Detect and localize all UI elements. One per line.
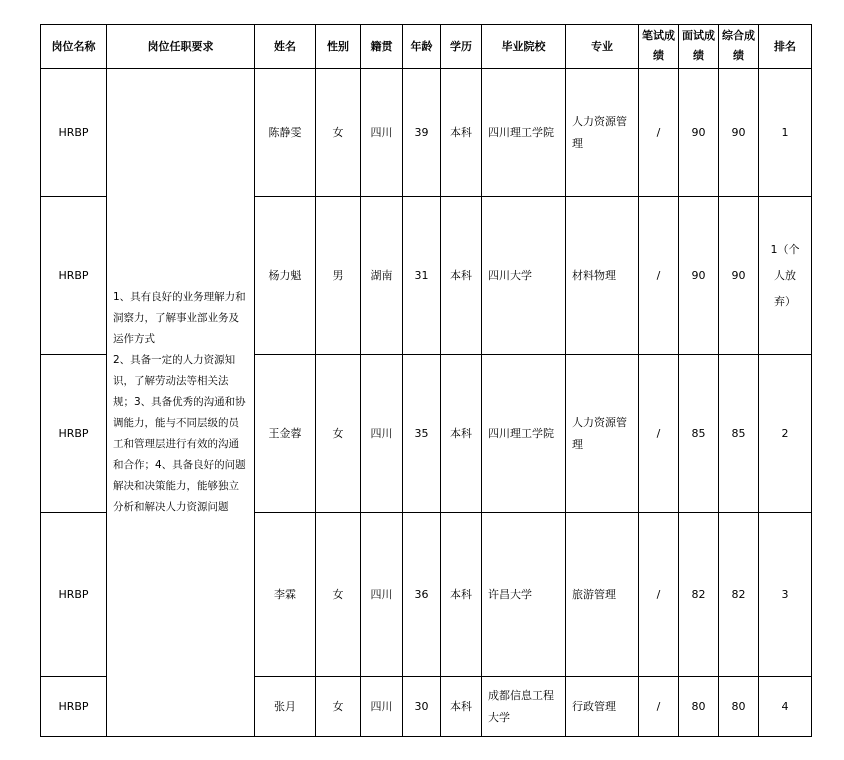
cell-origin: 湖南	[361, 197, 403, 355]
cell-position: HRBP	[41, 355, 107, 513]
cell-total-score: 80	[719, 677, 759, 737]
header-education: 学历	[441, 25, 482, 69]
cell-written-score: /	[639, 197, 679, 355]
header-origin: 籍贯	[361, 25, 403, 69]
cell-major: 旅游管理	[566, 513, 639, 677]
cell-total-score: 82	[719, 513, 759, 677]
cell-position: HRBP	[41, 513, 107, 677]
cell-name: 杨力魁	[255, 197, 316, 355]
header-rank: 排名	[759, 25, 812, 69]
cell-age: 31	[403, 197, 441, 355]
cell-rank: 2	[759, 355, 812, 513]
cell-school: 四川理工学院	[482, 69, 566, 197]
cell-written-score: /	[639, 69, 679, 197]
cell-gender: 女	[316, 677, 361, 737]
cell-school: 四川大学	[482, 197, 566, 355]
cell-rank: 1	[759, 69, 812, 197]
cell-education: 本科	[441, 513, 482, 677]
cell-position: HRBP	[41, 69, 107, 197]
candidate-results-table	[40, 24, 812, 737]
cell-rank: 1（个人放弃）	[759, 197, 812, 355]
header-major: 专业	[566, 25, 639, 69]
header-requirements: 岗位任职要求	[107, 25, 255, 69]
cell-origin: 四川	[361, 69, 403, 197]
cell-gender: 女	[316, 355, 361, 513]
cell-age: 35	[403, 355, 441, 513]
cell-age: 39	[403, 69, 441, 197]
cell-school: 成都信息工程大学	[482, 677, 566, 737]
cell-name: 王金蓉	[255, 355, 316, 513]
cell-total-score: 85	[719, 355, 759, 513]
cell-interview-score: 85	[679, 355, 719, 513]
cell-gender: 男	[316, 197, 361, 355]
cell-school: 四川理工学院	[482, 355, 566, 513]
cell-age: 30	[403, 677, 441, 737]
header-school: 毕业院校	[482, 25, 566, 69]
cell-education: 本科	[441, 355, 482, 513]
header-interview-score: 面试成绩	[679, 25, 719, 69]
cell-school: 许昌大学	[482, 513, 566, 677]
cell-position: HRBP	[41, 197, 107, 355]
header-gender: 性别	[316, 25, 361, 69]
cell-total-score: 90	[719, 197, 759, 355]
cell-name: 李霖	[255, 513, 316, 677]
cell-gender: 女	[316, 513, 361, 677]
cell-education: 本科	[441, 197, 482, 355]
cell-age: 36	[403, 513, 441, 677]
cell-interview-score: 90	[679, 69, 719, 197]
cell-written-score: /	[639, 677, 679, 737]
cell-rank: 3	[759, 513, 812, 677]
cell-origin: 四川	[361, 355, 403, 513]
cell-total-score: 90	[719, 69, 759, 197]
header-total-score: 综合成绩	[719, 25, 759, 69]
cell-interview-score: 90	[679, 197, 719, 355]
cell-requirements: 1、具有良好的业务理解力和洞察力，了解事业部业务及运作方式 2、具备一定的人力资源知识，了解劳动法等相关法规；3、具备优秀的沟通和协调能力，能与不同层级的员工和管理层进行有效的沟通和合作；4、具备良好的问题解决和决策能力，能够独立分析和解决人力资源问题	[107, 69, 255, 737]
header-row	[41, 25, 812, 69]
cell-origin: 四川	[361, 513, 403, 677]
cell-gender: 女	[316, 69, 361, 197]
cell-major: 行政管理	[566, 677, 639, 737]
header-written-score: 笔试成绩	[639, 25, 679, 69]
cell-major: 材料物理	[566, 197, 639, 355]
cell-major: 人力资源管理	[566, 355, 639, 513]
table-row	[41, 69, 812, 197]
cell-interview-score: 82	[679, 513, 719, 677]
cell-name: 陈静雯	[255, 69, 316, 197]
header-position: 岗位名称	[41, 25, 107, 69]
cell-interview-score: 80	[679, 677, 719, 737]
header-age: 年龄	[403, 25, 441, 69]
cell-written-score: /	[639, 513, 679, 677]
cell-education: 本科	[441, 69, 482, 197]
cell-origin: 四川	[361, 677, 403, 737]
header-name: 姓名	[255, 25, 316, 69]
cell-major: 人力资源管理	[566, 69, 639, 197]
cell-written-score: /	[639, 355, 679, 513]
cell-name: 张月	[255, 677, 316, 737]
cell-position: HRBP	[41, 677, 107, 737]
cell-education: 本科	[441, 677, 482, 737]
cell-rank: 4	[759, 677, 812, 737]
